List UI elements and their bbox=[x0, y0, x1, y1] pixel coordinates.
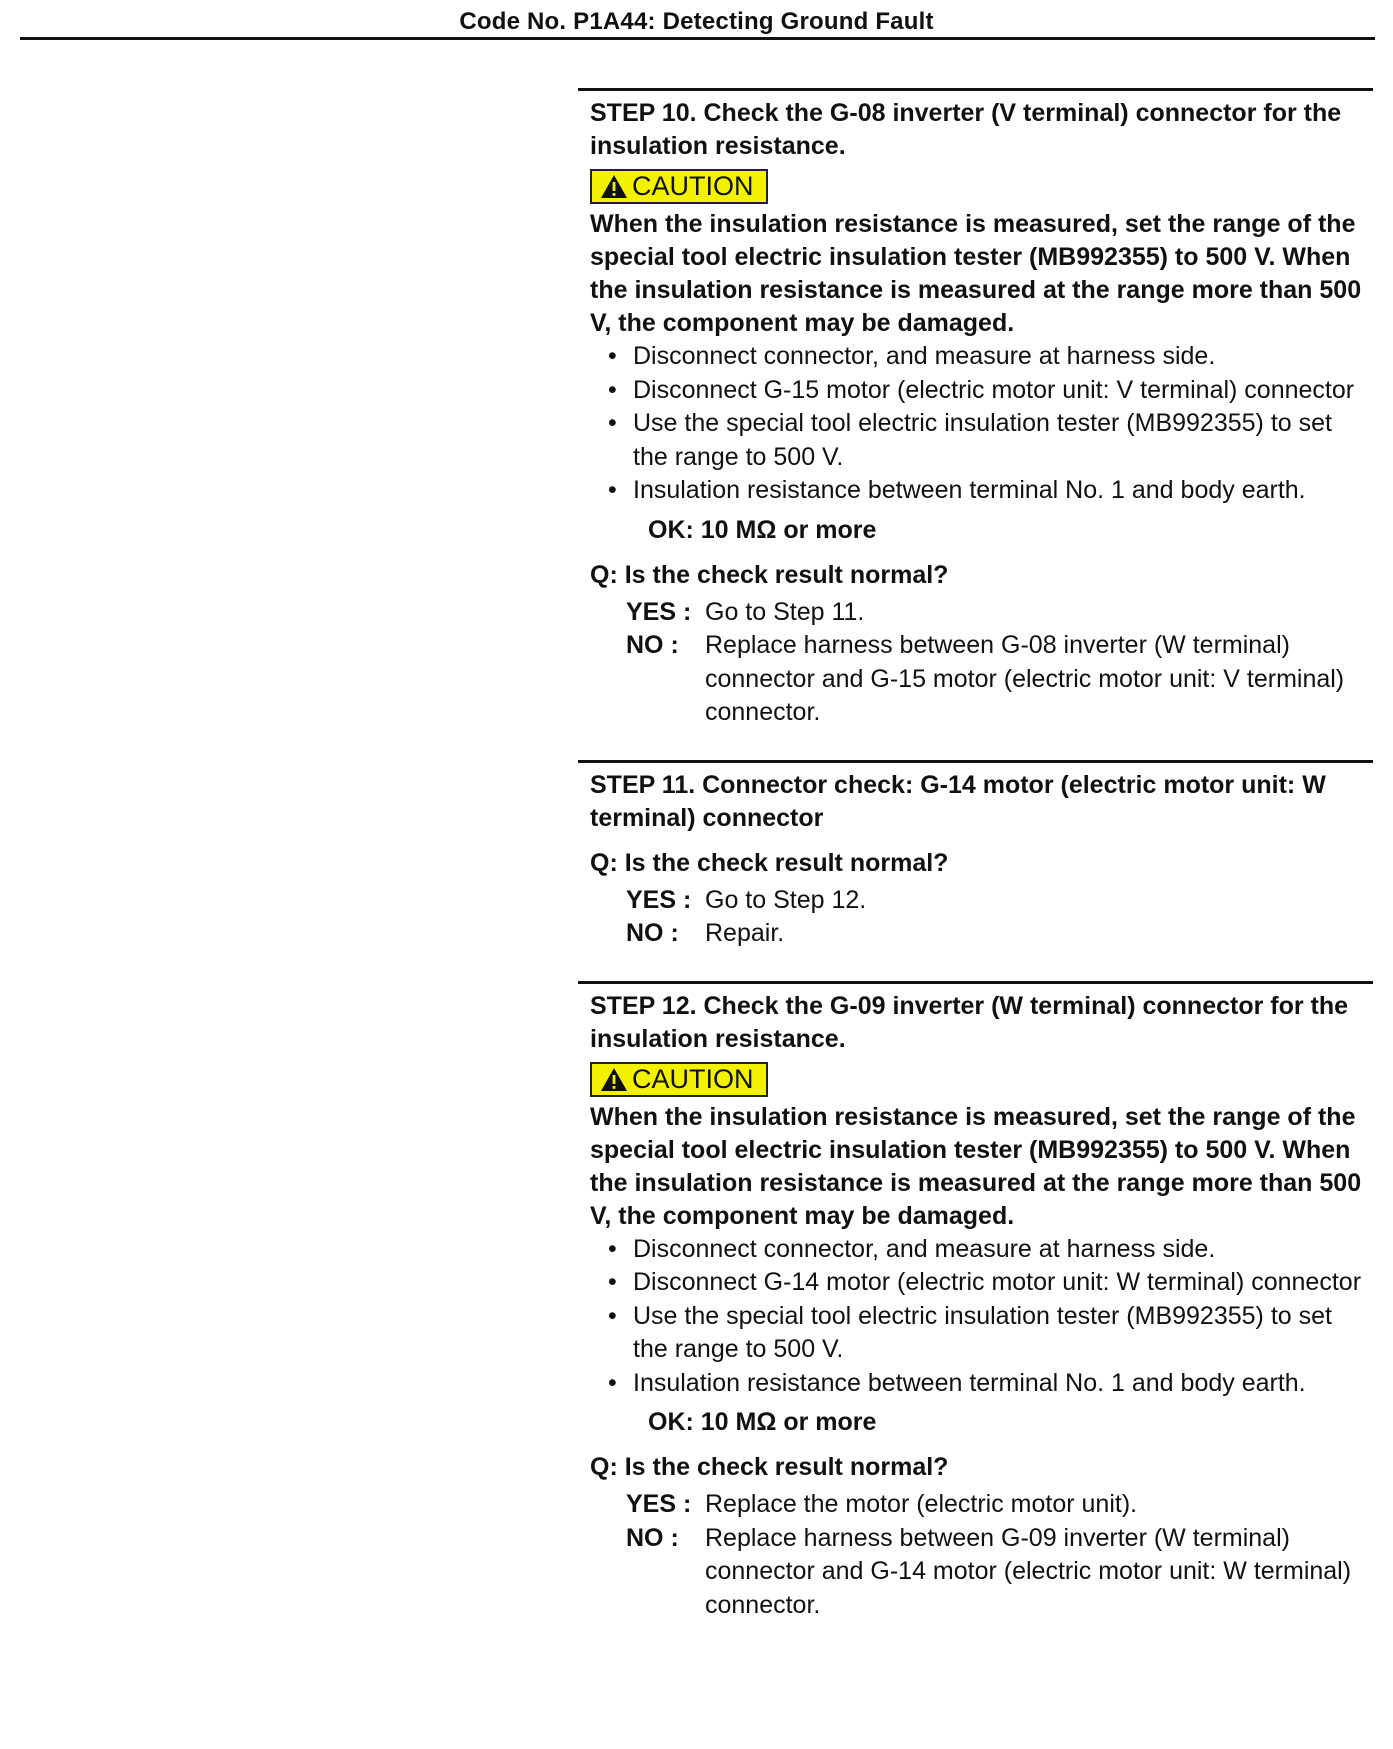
warning-triangle-icon bbox=[600, 174, 628, 199]
bullet-icon: • bbox=[608, 1234, 617, 1263]
list-item-text: Insulation resistance between terminal No. 1 and body earth. bbox=[633, 1368, 1306, 1397]
list-item bbox=[590, 1233, 1373, 1267]
yes-answer bbox=[626, 884, 1373, 918]
list-item-text: Disconnect connector, and measure at harness side. bbox=[633, 342, 1216, 370]
list-item bbox=[590, 1367, 1373, 1401]
step-title: STEP 12. Check the G-09 inverter (W terminal) connector for the insulation resistance. bbox=[590, 991, 1349, 1053]
instruction-list bbox=[590, 1233, 1373, 1401]
caution-badge bbox=[590, 1062, 768, 1097]
yes-label: YES : bbox=[626, 885, 692, 914]
bullet-icon: • bbox=[608, 409, 617, 437]
bullet-icon: • bbox=[608, 1268, 617, 1296]
list-item bbox=[590, 374, 1373, 408]
ok-criteria: OK: 10 MΩ or more bbox=[648, 515, 877, 544]
caution-text: When the insulation resistance is measured, set the range of the special tool electric insulation tester (MB992355) to 500 V. When the insulation resistance is measured at the range more than 500 V, the component may be damaged. bbox=[590, 1102, 1362, 1230]
list-item-text: Use the special tool electric insulation tester (MB992355) to set the range to 500 V. bbox=[633, 409, 1332, 471]
list-item-text: Disconnect connector, and measure at harness side. bbox=[633, 1234, 1216, 1263]
check-question: Q: Is the check result normal? bbox=[590, 848, 949, 877]
caution-badge bbox=[590, 169, 768, 204]
step-title: STEP 11. Connector check: G-14 motor (electric motor unit: W terminal) connector bbox=[590, 770, 1326, 832]
warning-triangle-icon bbox=[600, 1067, 628, 1092]
yes-answer bbox=[626, 1488, 1373, 1522]
list-item bbox=[590, 340, 1373, 374]
caution-text: When the insulation resistance is measured, set the range of the special tool electric insulation tester (MB992355) to 500 V. When the insulation resistance is measured at the range more than 500 V, the component may be damaged. bbox=[590, 210, 1362, 337]
no-answer bbox=[626, 1522, 1373, 1623]
list-item bbox=[590, 1266, 1373, 1300]
check-question: Q: Is the check result normal? bbox=[590, 560, 949, 589]
bullet-icon: • bbox=[608, 476, 617, 504]
no-label: NO : bbox=[626, 1523, 679, 1552]
list-item-text: Insulation resistance between terminal No. 1 and body earth. bbox=[633, 476, 1306, 504]
yes-text: Go to Step 12. bbox=[705, 885, 867, 914]
instruction-list bbox=[590, 340, 1373, 508]
list-item bbox=[590, 1300, 1373, 1367]
step-11 bbox=[578, 760, 1373, 951]
yes-text: Go to Step 11. bbox=[705, 597, 865, 626]
yes-label: YES : bbox=[626, 1490, 692, 1518]
no-answer bbox=[626, 917, 1373, 951]
yes-label: YES : bbox=[626, 597, 692, 626]
bullet-icon: • bbox=[608, 1301, 617, 1330]
yes-text: Replace the motor (electric motor unit). bbox=[705, 1490, 1138, 1518]
bullet-icon: • bbox=[608, 375, 617, 404]
list-item-text: Disconnect G-15 motor (electric motor unit: V terminal) connector bbox=[633, 375, 1355, 404]
list-item bbox=[590, 407, 1373, 474]
bullet-icon: • bbox=[608, 1368, 617, 1397]
caution-label: CAUTION bbox=[632, 171, 754, 201]
page-header-title: Code No. P1A44: Detecting Ground Fault bbox=[459, 8, 934, 35]
header-rule bbox=[20, 37, 1375, 40]
no-label: NO : bbox=[626, 631, 679, 659]
check-question: Q: Is the check result normal? bbox=[590, 1453, 949, 1481]
step-12 bbox=[578, 981, 1373, 1623]
bullet-icon: • bbox=[608, 342, 617, 370]
answers bbox=[590, 1488, 1373, 1622]
list-item-text: Use the special tool electric insulation tester (MB992355) to set the range to 500 V. bbox=[633, 1301, 1332, 1363]
step-title: STEP 10. Check the G-08 inverter (V terminal) connector for the insulation resistance. bbox=[590, 99, 1342, 160]
answers bbox=[590, 596, 1373, 730]
no-label: NO : bbox=[626, 919, 679, 947]
ok-criteria: OK: 10 MΩ or more bbox=[648, 1408, 877, 1436]
answers bbox=[590, 884, 1373, 951]
no-text: Repair. bbox=[705, 919, 785, 947]
caution-label: CAUTION bbox=[632, 1063, 754, 1094]
no-answer bbox=[626, 629, 1373, 730]
no-text: Replace harness between G-09 inverter (W terminal) connector and G-14 motor (electric motor unit: W terminal) connector. bbox=[705, 1523, 1352, 1619]
step-10 bbox=[578, 88, 1373, 730]
list-item-text: Disconnect G-14 motor (electric motor unit: W terminal) connector bbox=[633, 1268, 1362, 1296]
no-text: Replace harness between G-08 inverter (W terminal) connector and G-15 motor (electric motor unit: V terminal) connector. bbox=[705, 631, 1345, 726]
procedure-content bbox=[578, 88, 1373, 1622]
yes-answer bbox=[626, 596, 1373, 630]
list-item bbox=[590, 474, 1373, 508]
